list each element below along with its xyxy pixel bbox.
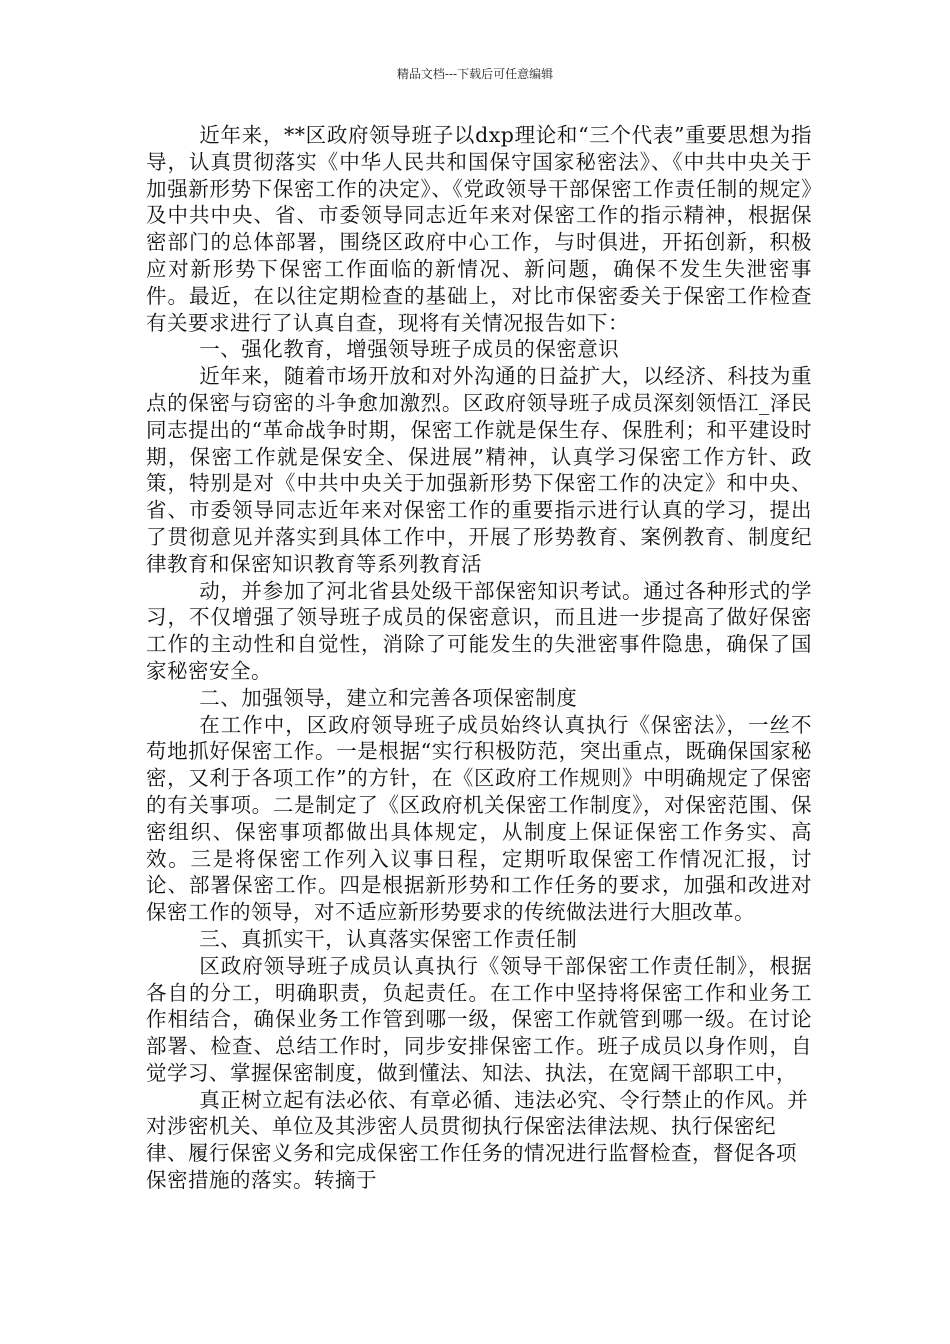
section-heading-3: 三、真抓实干，认真落实保密工作责任制 xyxy=(199,926,578,951)
paragraph-section-1: 近年来，随着市场开放和对外沟通的日益扩大，以经济、科技为重点的保密与窃密的斗争愈加激烈。区政府领导班子成员深刻领悟江_泽民同志提出的“革命战争时期，保密工作就是保生存、保胜利；和平建设时期，保密工作就是保安全、保进展”精神，认真学习保密工作方针、政策，特别是对《中共中央关于加强新形势下保密工作的决定》和中央、省、市委领导同志近年来对保密工作的重要指示进行认真的学习，提出了贯彻意见并落实到具体工作中，开展了形势教育、案例教育、制度纪律教育和保密知识教育等系列教育活 xyxy=(146,364,812,576)
document-body xyxy=(146,122,812,1194)
section-heading-2: 二、加强领导，建立和完善各项保密制度 xyxy=(199,685,578,710)
paragraph-section-1-continued: 动，并参加了河北省县处级干部保密知识考试。通过各种形式的学习，不仅增强了领导班子成员的保密意识，而且进一步提高了做好保密工作的主动性和自觉性，消除了可能发生的失泄密事件隐患，确保了国家秘密安全。 xyxy=(146,578,812,683)
paragraph-section-3: 区政府领导班子成员认真执行《领导干部保密工作责任制》，根据各自的分工，明确职责，负起责任。在工作中坚持将保密工作和业务工作相结合，确保业务工作管到哪一级，保密工作就管到哪一级。在讨论部署、检查、总结工作时，同步安排保密工作。班子成员以身作则，自觉学习、掌握保密制度，做到懂法、知法、执法，在宽阔干部职工中， xyxy=(146,953,812,1085)
paragraph-section-2: 在工作中，区政府领导班子成员始终认真执行《保密法》，一丝不苟地抓好保密工作。一是根据“实行积极防范，突出重点，既确保国家秘密，又利于各项工作”的方针，在《区政府工作规则》中明确规定了保密的有关事项。二是制定了《区政府机关保密工作制度》，对保密范围、保密组织、保密事项都做出具体规定，从制度上保证保密工作务实、高效。三是将保密工作列入议事日程，定期听取保密工作情况汇报，讨论、部署保密工作。四是根据新形势和工作任务的要求，加强和改进对保密工作的领导，对不适应新形势要求的传统做法进行大胆改革。 xyxy=(146,712,812,925)
paragraph-section-3-continued: 真正树立起有法必依、有章必循、违法必究、令行禁止的作风。并对涉密机关、单位及其涉密人员贯彻执行保密法律法规、执行保密纪律、履行保密义务和完成保密工作任务的情况进行监督检查，督促各项保密措施的落实。转摘于 xyxy=(146,1087,809,1193)
section-heading-1: 一、强化教育，增强领导班子成员的保密意识 xyxy=(199,337,620,362)
page-header: 精品文档---下载后可任意编辑 xyxy=(396,67,554,81)
paragraph-intro: 近年来，**区政府领导班子以dxp理论和“三个代表”重要思想为指导，认真贯彻落实《中华人民共和国保守国家秘密法》、《中共中央关于加强新形势下保密工作的决定》、《党政领导干部保密工作责任制的规定》及中共中央、省、市委领导同志近年来对保密工作的指示精神，根据保密部门的总体部署，围绕区政府中心工作，与时俱进，开拓创新，积极应对新形势下保密工作面临的新情况、新问题，确保不发生失泄密事件。最近，在以往定期检查的基础上，对比市保密委关于保密工作检查有关要求进行了认真自查，现将有关情况报告如下： xyxy=(146,123,812,335)
